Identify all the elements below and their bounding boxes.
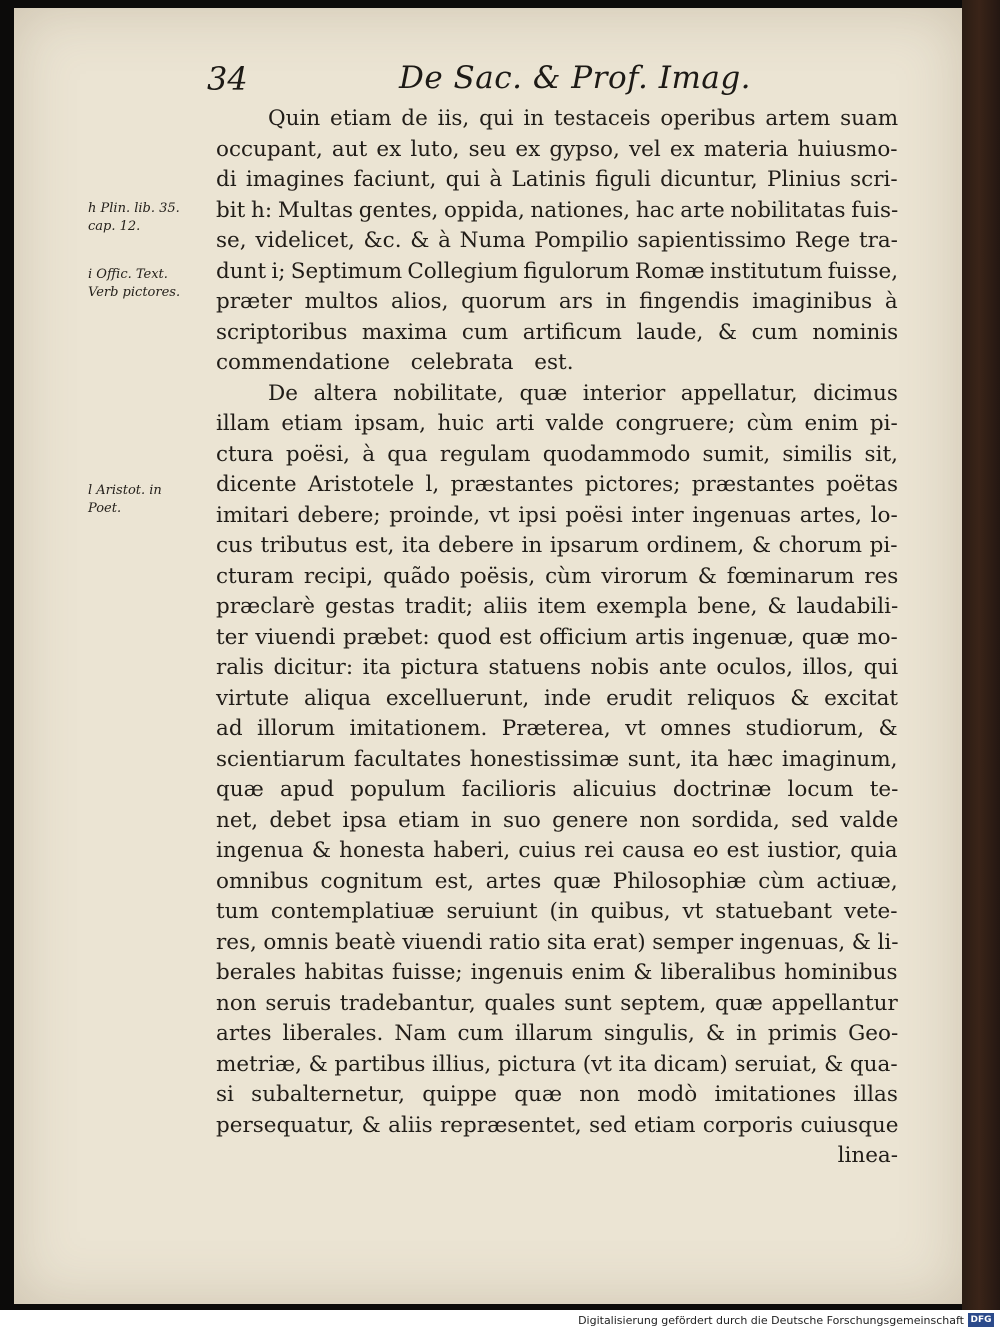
text-line: ter viuendi præbet: quod est officium artis ingenuæ, quæ mo- — [216, 624, 898, 650]
text-line: linea- — [837, 1143, 898, 1168]
text-line: Quin etiam de iis, qui in testaceis operibus artem suam — [268, 106, 899, 131]
text-line: scientiarum facultates honestissimæ sunt, ita hæc imaginum, — [216, 746, 898, 772]
text-line: omnibus cognitum est, artes quæ Philosophiæ cùm actiuæ, — [216, 868, 898, 894]
text-line: præclarè gestas tradit; aliis item exempla bene, & laudabili- — [216, 594, 899, 619]
text-line: scriptoribus maxima cum artificum laude, & cum nominis — [216, 319, 899, 345]
text-line: commendatione celebrata est. — [216, 350, 574, 375]
margin-note-line: h Plin. lib. 35. — [88, 201, 180, 216]
text-line: De altera nobilitate, quæ interior appellatur, dicimus — [268, 380, 898, 406]
text-line: res, omnis beatè viuendi ratio sita erat) semper ingenuas, & li- — [216, 929, 899, 955]
text-line: cturam recipi, quãdo poësis, cùm virorum & fœminarum res — [216, 563, 899, 589]
text-line: cus tributus est, ita debere in ipsarum ordinem, & chorum pi- — [216, 533, 898, 558]
margin-note-h — [88, 200, 208, 236]
page-header — [14, 60, 962, 106]
body-text — [216, 104, 898, 1172]
margin-note-line: cap. 12. — [88, 219, 141, 234]
text-line: bit h: Multas gentes, oppida, nationes, hac arte nobilitatas fuis- — [216, 197, 899, 223]
text-line: net, debet ipsa etiam in suo genere non sordida, sed valde — [216, 807, 899, 833]
text-line: occupant, aut ex luto, seu ex gypso, vel ex materia huiusmo- — [216, 136, 898, 162]
dfg-logo: DFG — [968, 1313, 994, 1327]
margin-note-line: Poet. — [88, 501, 122, 516]
text-line: metriæ, & partibus illius, pictura (vt ita dicam) seruiat, & qua- — [216, 1051, 898, 1077]
margin-note-line: l Aristot. in — [88, 483, 162, 498]
text-line: si subalternetur, quippe quæ non modò imitationes illas — [216, 1082, 898, 1107]
footer-bar — [0, 1310, 1000, 1332]
text-line: artes liberales. Nam cum illarum singulis, & in primis Geo- — [216, 1021, 899, 1046]
margin-note-l — [88, 482, 208, 518]
page-number: 34 — [207, 60, 248, 98]
text-line: ad illorum imitationem. Præterea, vt omnes studiorum, & — [216, 716, 898, 741]
text-line: præter multos alios, quorum ars in fingendis imaginibus à — [216, 289, 898, 314]
text-line: illam etiam ipsam, huic arti valde congruere; cùm enim pi- — [216, 411, 898, 436]
margin-note-i — [88, 266, 208, 302]
text-line: quæ apud populum facilioris alicuius doctrinæ locum te- — [216, 777, 899, 802]
text-line: se, videlicet, &c. & à Numa Pompilio sapientissimo Rege tra- — [216, 228, 898, 253]
running-title: De Sac. & Prof. Imag. — [399, 60, 752, 96]
text-line: dunt i; Septimum Collegium figulorum Romæ institutum fuisse, — [216, 258, 899, 284]
text-line: imitari debere; proinde, vt ipsi poësi inter ingenuas artes, lo- — [216, 502, 898, 528]
text-line: persequatur, & aliis repræsentet, sed etiam corporis cuiusque — [216, 1112, 899, 1138]
text-line: non seruis tradebantur, quales sunt septem, quæ appellantur — [216, 990, 898, 1016]
footer-credit: Digitalisierung gefördert durch die Deutsche Forschungsgemeinschaft — [578, 1314, 964, 1327]
text-line: berales habitas fuisse; ingenuis enim & liberalibus hominibus — [216, 960, 898, 985]
text-line: ctura poësi, à qua regulam quodammodo sumit, similis sit, — [216, 441, 898, 467]
text-line: di imagines faciunt, qui à Latinis figuli dicuntur, Plinius scri- — [216, 167, 898, 192]
margin-note-line: Verb pictores. — [88, 285, 181, 300]
text-line: tum contemplatiuæ seruiunt (in quibus, vt statuebant vete- — [216, 899, 898, 924]
book-page — [14, 8, 962, 1304]
text-line: virtute aliqua excelluerunt, inde erudit reliquos & excitat — [216, 685, 899, 711]
margin-note-line: i Offic. Text. — [88, 267, 168, 282]
text-line: ingenua & honesta haberi, cuius rei causa eo est iustior, quia — [216, 838, 898, 863]
book-edge — [962, 0, 1000, 1310]
text-line: dicente Aristotele l, præstantes pictores; præstantes poëtas — [216, 472, 899, 497]
text-line: ralis dicitur: ita pictura statuens nobis ante oculos, illos, qui — [216, 655, 899, 680]
